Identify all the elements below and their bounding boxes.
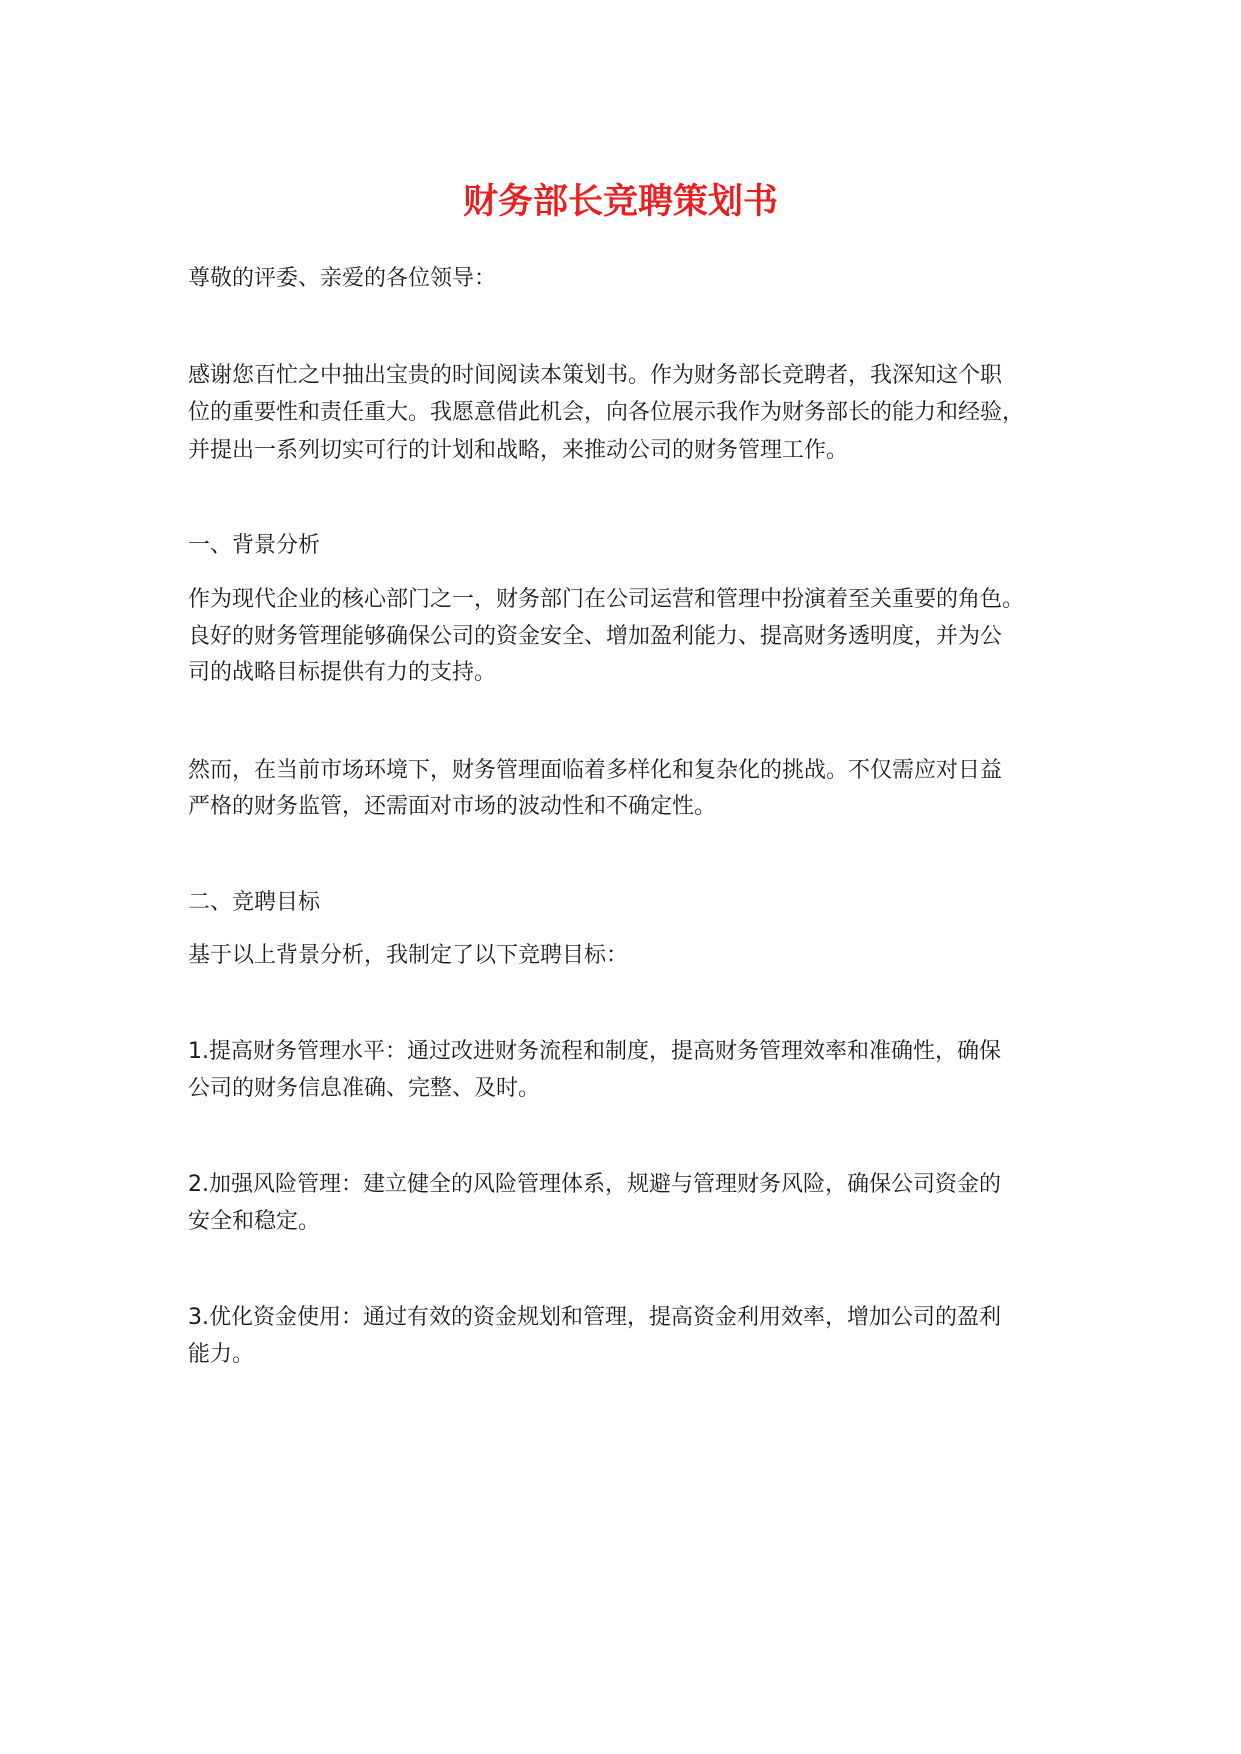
- salutation: 尊敬的评委、亲爱的各位领导：: [188, 266, 497, 291]
- goal-3-line-1: 3.优化资金使用：通过有效的资金规划和管理，提高资金利用效率，增加公司的盈利: [188, 1305, 1001, 1330]
- intro-line-2: 位的重要性和责任重大。我愿意借此机会，向各位展示我作为财务部长的能力和经验，: [188, 400, 1025, 425]
- intro-line-1: 感谢您百忙之中抽出宝贵的时间阅读本策划书。作为财务部长竞聘者，我深知这个职: [188, 363, 1003, 388]
- background-para1-line-1: 作为现代企业的核心部门之一，财务部门在公司运营和管理中扮演着至关重要的角色。: [188, 587, 1025, 612]
- goals-lead: 基于以上背景分析，我制定了以下竞聘目标：: [188, 943, 629, 968]
- goal-2-line-2: 安全和稳定。: [188, 1209, 321, 1234]
- section-heading-goals: 二、竞聘目标: [188, 890, 321, 915]
- background-para2-line-2: 严格的财务监管，还需面对市场的波动性和不确定性。: [188, 794, 717, 819]
- goal-1-line-2: 公司的财务信息准确、完整、及时。: [188, 1076, 541, 1101]
- background-para2-line-1: 然而，在当前市场环境下，财务管理面临着多样化和复杂化的挑战。不仅需应对日益: [188, 758, 1003, 783]
- goal-3-line-2: 能力。: [188, 1342, 255, 1367]
- intro-line-3: 并提出一系列切实可行的计划和战略，来推动公司的财务管理工作。: [188, 438, 849, 463]
- background-para1-line-3: 司的战略目标提供有力的支持。: [188, 660, 497, 685]
- goal-2-line-1: 2.加强风险管理：建立健全的风险管理体系，规避与管理财务风险，确保公司资金的: [188, 1172, 1001, 1197]
- goal-1-line-1: 1.提高财务管理水平：通过改进财务流程和制度，提高财务管理效率和准确性，确保: [188, 1039, 1001, 1064]
- background-para1-line-2: 良好的财务管理能够确保公司的资金安全、增加盈利能力、提高财务透明度，并为公: [188, 624, 1003, 649]
- document-title: 财务部长竞聘策划书: [462, 182, 778, 222]
- section-heading-background: 一、背景分析: [188, 533, 321, 558]
